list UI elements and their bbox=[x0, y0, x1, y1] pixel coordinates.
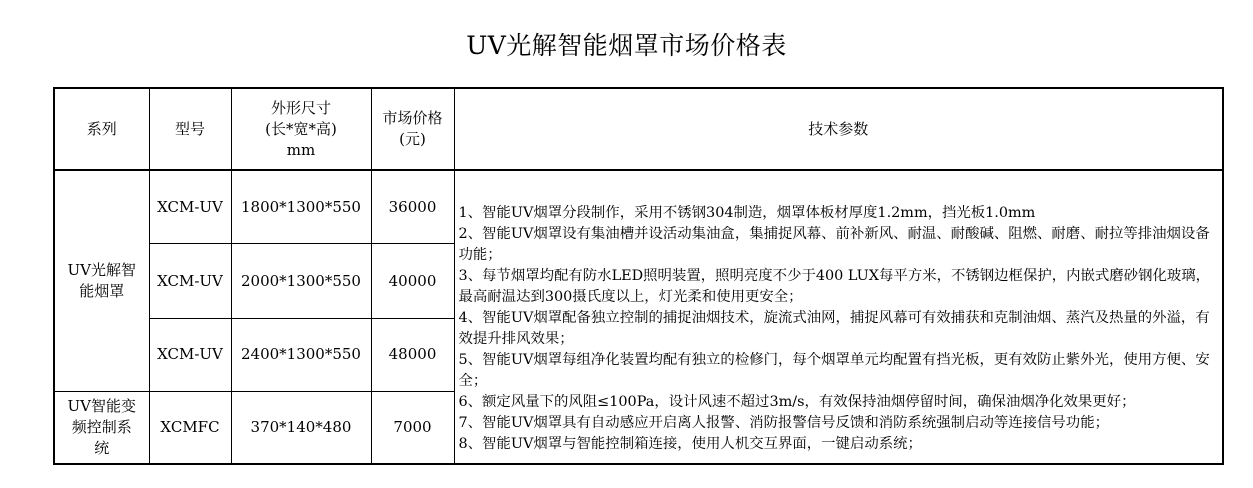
specs-cell bbox=[454, 170, 1223, 464]
price-cell: 40000 bbox=[371, 244, 454, 318]
header-specs: 技术参数 bbox=[454, 88, 1223, 170]
size-cell: 2000*1300*550 bbox=[231, 244, 371, 318]
size-cell: 1800*1300*550 bbox=[231, 170, 371, 243]
spec-item: 1、智能UV烟罩分段制作，采用不锈钢304制造，烟罩体板材厚度1.2mm，挡光板1.0mm bbox=[458, 204, 1036, 221]
header-series: 系列 bbox=[54, 88, 149, 170]
header-size bbox=[231, 88, 371, 170]
size-cell: 2400*1300*550 bbox=[231, 318, 371, 391]
spec-item: 7、智能UV烟罩具有自动感应开启离人报警、消防报警信号反馈和消防系统强制启动等连接信号功能； bbox=[458, 414, 1109, 431]
series-name-line3: 统 bbox=[94, 439, 110, 458]
header-size-line1: 外形尺寸 bbox=[270, 98, 331, 117]
table-row bbox=[54, 170, 1223, 243]
model-cell: XCMFC bbox=[149, 392, 231, 464]
series-name-line1: UV光解智 bbox=[67, 261, 136, 280]
header-price bbox=[371, 88, 454, 170]
spec-item: 3、每节烟罩均配有防水LED照明装置，照明亮度不少于400 LUX每平方米，不锈钢边框保护，内嵌式磨砂钢化玻璃，最高耐温达到300摄氏度以上，灯光柔和使用更安全； bbox=[458, 267, 1211, 305]
spec-item: 2、智能UV烟罩设有集油槽并设活动集油盒，集捕捉风幕、前补新风、耐温、耐酸碱、阻燃、耐磨、耐拉等排油烟设备功能； bbox=[458, 225, 1210, 263]
series-cell-uv-hood bbox=[54, 170, 149, 391]
price-table bbox=[53, 87, 1224, 465]
series-name-line2: 频控制系 bbox=[71, 418, 132, 437]
model-cell: XCM-UV bbox=[149, 318, 231, 391]
model-cell: XCM-UV bbox=[149, 244, 231, 318]
model-cell: XCM-UV bbox=[149, 170, 231, 243]
page-title: UV光解智能烟罩市场价格表 bbox=[466, 31, 787, 60]
header-price-line1: 市场价格 bbox=[382, 109, 443, 128]
spec-item: 8、智能UV烟罩与智能控制箱连接，使用人机交互界面，一键启动系统； bbox=[458, 435, 922, 452]
series-name-line2: 能烟罩 bbox=[79, 282, 125, 301]
header-model: 型号 bbox=[149, 88, 231, 170]
header-size-line2: (长*宽*高) bbox=[265, 119, 337, 138]
table-header-row bbox=[54, 88, 1223, 170]
price-cell: 48000 bbox=[371, 318, 454, 391]
spec-item: 6、额定风量下的风阻≤100Pa，设计风速不超过3m/s，有效保持油烟停留时间，确保油烟净化效果更好； bbox=[458, 393, 1136, 410]
price-cell: 7000 bbox=[371, 392, 454, 464]
price-cell: 36000 bbox=[371, 170, 454, 243]
header-price-line2: (元) bbox=[399, 130, 426, 149]
series-cell-control-system bbox=[54, 392, 149, 464]
size-cell: 370*140*480 bbox=[231, 392, 371, 464]
spec-item: 5、智能UV烟罩每组净化装置均配有独立的检修门，每个烟罩单元均配置有挡光板，更有效防止紫外光，使用方便、安全； bbox=[458, 351, 1210, 389]
series-name-line1: UV智能变 bbox=[67, 397, 136, 416]
spec-item: 4、智能UV烟罩配备独立控制的捕捉油烟技术，旋流式油网，捕捉风幕可有效捕获和克制油烟、蒸汽及热量的外溢，有效提升排风效果； bbox=[458, 309, 1210, 347]
header-size-line3: mm bbox=[286, 140, 316, 159]
